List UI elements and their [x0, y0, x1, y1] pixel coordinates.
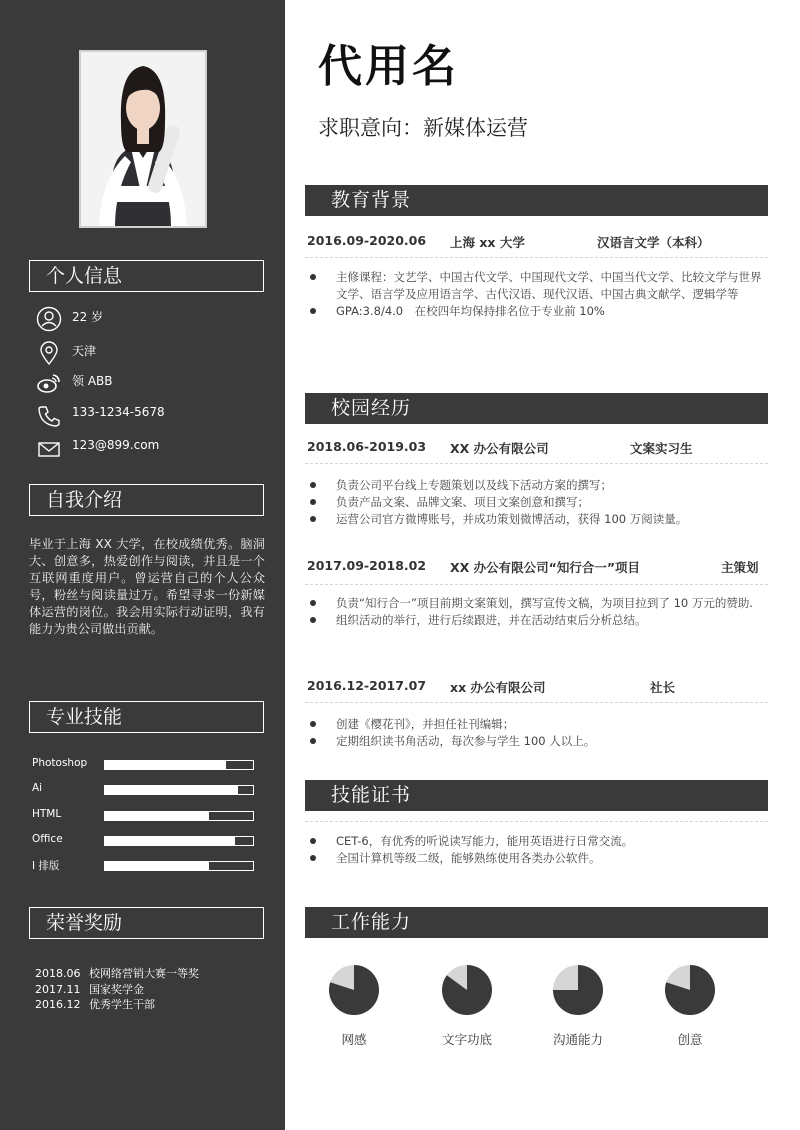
- education-date: 2016.09-2020.06: [307, 233, 427, 248]
- award-year: 2018.06: [35, 967, 81, 980]
- list-item: 定期组织读书角活动，每次参与学生 100 人以上。: [307, 733, 765, 750]
- self-intro-heading: 自我介绍: [29, 484, 264, 516]
- skill-name: Office: [32, 833, 63, 845]
- self-intro-text: 毕业于上海 XX 大学，在校成绩优秀。脑洞大、创意多，热爱创作与阅读，并且是一个互联网重度用户。曾运营自己的个人公众号，粉丝与阅读量过万。希望寻求一份新媒体运营的岗位。我会用实际行动证明，我有能力为贵公司做出贡献。: [29, 537, 265, 636]
- mail-icon: [36, 436, 62, 462]
- entry-date: 2017.09-2018.02: [307, 558, 427, 573]
- weibo-icon: [36, 370, 62, 396]
- info-location-text: 天津: [72, 344, 97, 358]
- info-location: [36, 340, 276, 366]
- info-email: [36, 436, 276, 462]
- list-item: 负责“知行合一”项目前期文案策划，撰写宣传文稿，为项目拉到了 10 万元的赞助.: [307, 595, 765, 612]
- entry-org: XX 办公有限公司: [450, 441, 549, 456]
- list-item: CET-6，有优秀的听说读写能力，能用英语进行日常交流。: [307, 833, 765, 850]
- award-year: 2016.12: [35, 998, 81, 1011]
- ability-item: [314, 964, 394, 1048]
- skill-row: [32, 757, 262, 773]
- divider: [305, 584, 768, 585]
- phone-icon: [36, 403, 62, 429]
- location-icon: [36, 340, 62, 366]
- entry-org: xx 办公有限公司: [450, 680, 546, 695]
- education-bullets: [307, 269, 765, 320]
- ability-item: [650, 964, 730, 1048]
- campus-heading: 校园经历: [305, 393, 768, 424]
- certs-heading: 技能证书: [305, 780, 768, 811]
- ability-label: 文字功底: [441, 1032, 492, 1047]
- ability-item: [538, 964, 618, 1048]
- candidate-name: 代用名: [318, 41, 459, 92]
- info-weibo: [36, 370, 276, 396]
- ability-pie: [664, 964, 716, 1016]
- award-item: [35, 981, 144, 997]
- personal-info-heading: 个人信息: [29, 260, 264, 292]
- entry-role: 社长: [650, 680, 676, 695]
- ability-pie: [441, 964, 493, 1016]
- job-intent: 求职意向：新媒体运营: [318, 116, 528, 140]
- award-item: [35, 996, 155, 1012]
- profile-photo: [79, 50, 207, 228]
- skills-heading: 专业技能: [29, 701, 264, 733]
- user-icon: [36, 306, 62, 332]
- campus-bullets: [307, 595, 765, 629]
- education-major: 汉语言文学（本科）: [597, 235, 710, 250]
- entry-org: XX 办公有限公司“知行合一”项目: [450, 560, 641, 575]
- skill-name: Photoshop: [32, 757, 88, 769]
- list-item: 主修课程：文艺学、中国古代文学、中国现代文学、中国当代文学、比较文学与世界文学、语言学及应用语言学、古代汉语、现代汉语、中国古典文献学、逻辑学等: [307, 269, 765, 303]
- campus-bullets: [307, 716, 765, 750]
- award-text: 优秀学生干部: [89, 998, 155, 1011]
- skill-row: [32, 808, 262, 824]
- awards-heading: 荣誉奖励: [29, 907, 264, 939]
- ability-item: [427, 964, 507, 1048]
- skill-level-fill: [105, 761, 226, 769]
- list-item: 运营公司官方微博账号，并成功策划微博活动，获得 100 万阅读量。: [307, 511, 765, 528]
- skill-name: HTML: [32, 808, 62, 820]
- list-item: 负责产品文案、品牌文案、项目文案创意和撰写；: [307, 494, 765, 511]
- ability-label: 沟通能力: [552, 1032, 603, 1047]
- info-age-text: 22 岁: [72, 310, 104, 324]
- certs-bullets: [307, 833, 765, 867]
- skill-level-fill: [105, 812, 209, 820]
- ability-pie: [552, 964, 604, 1016]
- list-item: 全国计算机等级二级，能够熟练使用各类办公软件。: [307, 850, 765, 867]
- list-item: 创建《樱花刊》，并担任社刊编辑；: [307, 716, 765, 733]
- divider: [305, 257, 768, 258]
- award-text: 国家奖学金: [89, 983, 144, 996]
- ability-label: 网感: [341, 1032, 367, 1047]
- skill-row: [32, 858, 262, 874]
- skill-name: Ai: [32, 782, 43, 794]
- sidebar: [0, 0, 285, 1130]
- award-text: 校网络营销大赛一等奖: [89, 967, 199, 980]
- info-age: [36, 306, 276, 332]
- education-school: 上海 xx 大学: [450, 235, 525, 250]
- info-phone-text: 133-1234-5678: [72, 405, 165, 419]
- skill-row: [32, 833, 262, 849]
- list-item: 负责公司平台线上专题策划以及线下活动方案的撰写；: [307, 477, 765, 494]
- skill-level-bar: [104, 861, 254, 871]
- award-year: 2017.11: [35, 983, 81, 996]
- skill-name: I 排版: [32, 860, 60, 872]
- info-phone: [36, 403, 276, 429]
- skill-level-bar: [104, 760, 254, 770]
- skill-level-fill: [105, 862, 209, 870]
- divider: [305, 821, 768, 822]
- info-weibo-text: 领 ABB: [72, 374, 113, 388]
- award-item: [35, 965, 199, 981]
- campus-bullets: [307, 477, 765, 528]
- divider: [305, 702, 768, 703]
- list-item: 组织活动的举行，进行后续跟进，并在活动结束后分析总结。: [307, 612, 765, 629]
- abilities-heading: 工作能力: [305, 907, 768, 938]
- divider: [305, 463, 768, 464]
- skill-row: [32, 782, 262, 798]
- entry-date: 2018.06-2019.03: [307, 439, 427, 454]
- skill-level-bar: [104, 785, 254, 795]
- entry-role: 文案实习生: [630, 441, 693, 456]
- skill-level-fill: [105, 837, 235, 845]
- skill-level-bar: [104, 811, 254, 821]
- info-email-text: 123@899.com: [72, 438, 160, 452]
- entry-date: 2016.12-2017.07: [307, 678, 427, 693]
- entry-role: 主策划: [721, 560, 759, 575]
- person-illustration: [81, 52, 205, 226]
- skill-level-fill: [105, 786, 238, 794]
- list-item: GPA:3.8/4.0 在校四年均保持排名位于专业前 10%: [307, 303, 765, 320]
- skill-level-bar: [104, 836, 254, 846]
- ability-label: 创意: [677, 1032, 703, 1047]
- ability-pie: [328, 964, 380, 1016]
- education-heading: 教育背景: [305, 185, 768, 216]
